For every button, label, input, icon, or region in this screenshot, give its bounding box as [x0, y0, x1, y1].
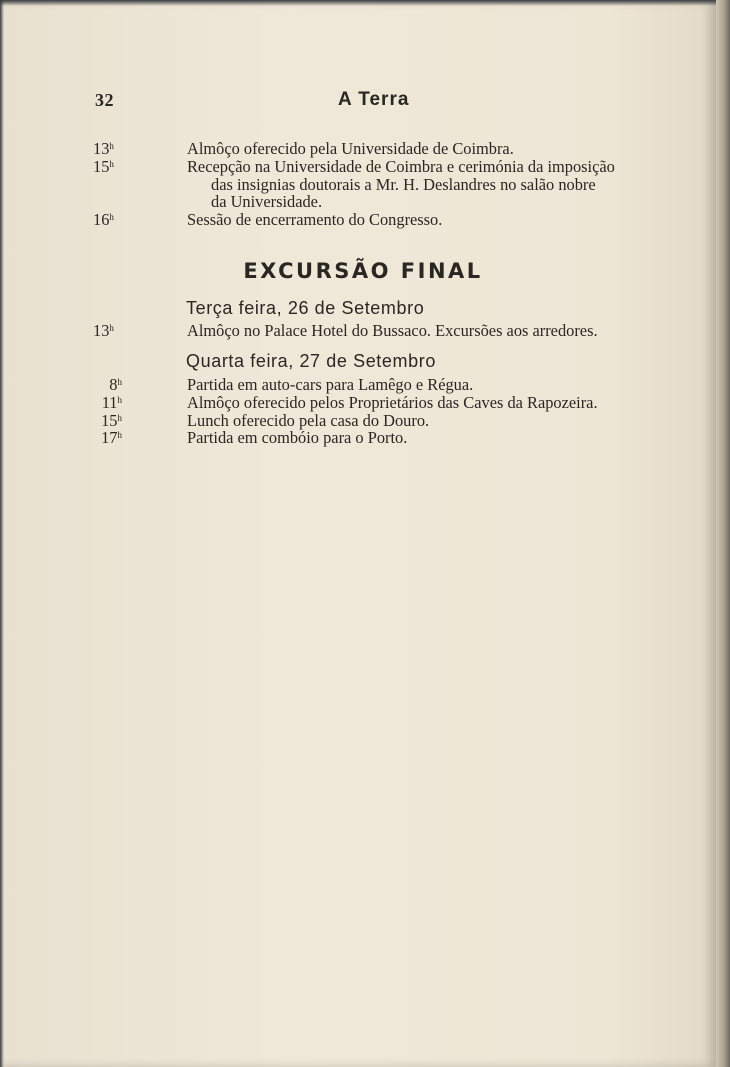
- schedule-text: Lunch oferecido pela casa do Douro.: [187, 411, 430, 430]
- schedule-time: 13$^h$: [93, 139, 114, 158]
- schedule-time: 15$^h$: [101, 411, 122, 430]
- schedule-text: Partida em combóio para o Porto.: [187, 428, 408, 447]
- schedule-text: Partida em auto-cars para Lamêgo e Régua.: [187, 375, 474, 394]
- schedule-text: Almôço no Palace Hotel do Bussaco. Excursões aos arredores.: [187, 321, 598, 340]
- schedule-time: 15$^h$: [93, 157, 114, 176]
- schedule-text: Almôço oferecido pelos Proprietários das Caves da Rapozeira.: [187, 393, 598, 412]
- page-edge-right: [716, 0, 730, 1067]
- schedule-text: Recepção na Universidade de Coimbra e cerimónia da imposição das insignias doutorais a Mr. H. Deslandres no salão nobre da Universidade.: [187, 157, 615, 211]
- running-title: A Terra: [338, 89, 410, 110]
- day-heading: Quarta feira, 27 de Setembro: [186, 351, 436, 371]
- schedule-text: Sessão de encerramento do Congresso.: [187, 210, 443, 229]
- schedule-time: 17$^h$: [101, 428, 122, 447]
- schedule-time: 13$^h$: [93, 321, 114, 340]
- schedule-time: 11$^h$: [101, 393, 122, 412]
- day-heading: Terça feira, 26 de Setembro: [186, 298, 425, 318]
- page-edge-left: [0, 0, 4, 1067]
- schedule-time: 16$^h$: [93, 210, 114, 229]
- schedule-time: 8$^h$: [109, 375, 122, 394]
- page-edge-top: [0, 0, 716, 6]
- page-number: 32: [95, 90, 114, 110]
- schedule-text: Almôço oferecido pela Universidade de Coimbra.: [187, 139, 514, 158]
- section-title: EXCURSÃO FINAL: [243, 259, 483, 283]
